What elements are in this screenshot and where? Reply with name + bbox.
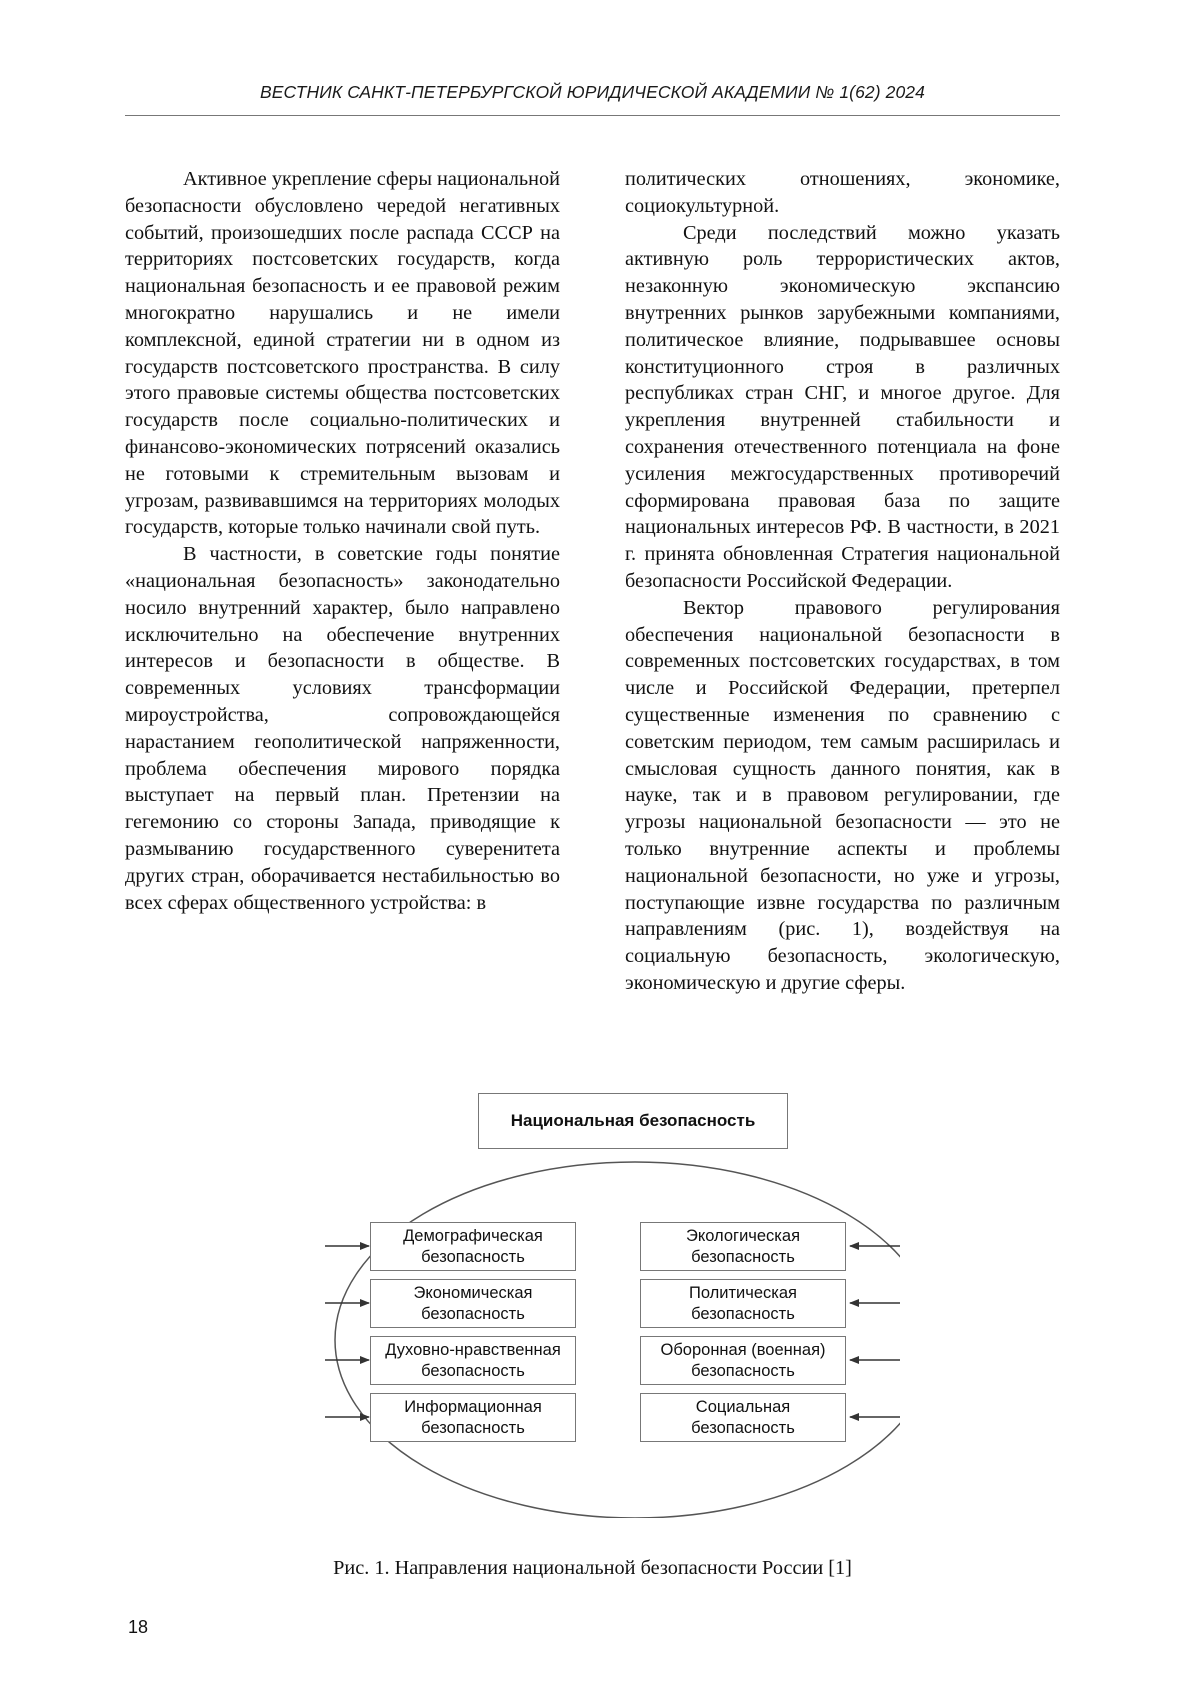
security-diagram [300,1092,900,1518]
left-paragraph-2: В частности, в советские годы понятие «национальная безопасность» законодательно носило внутренний характер, было направлено исключительно на обеспечение внутренних интересов и безопасности в обществе. В современных условиях трансформации мироустройства, сопровождающейся нарастанием геополитической напряженности, проблема обеспечения мирового порядка выступает на первый план. Претензии на гегемонию со стороны Запада, приводящие к размыванию государственного суверенитета других стран, оборачивается нестабильностью во всех сферах общественного устройства: в [125,543,560,914]
left-paragraph-1: Активное укрепление сферы национальной безопасности обусловлено чередой негативных событий, произошедших после распада СССР на территориях постсоветских государств, когда национальная безопасность и ее правовой режим многократно нарушались и не имели комплексной, единой стратегии ни в одном из государств постсоветского пространства. В силу этого правовые системы общества постсоветских государств после социально-политических и финансово-экономических потрясений оказались не готовыми к стремительным вызовам и угрозам, развивавшимся на территориях молодых государств, которые только начинали свой путь. [125,168,560,539]
left-item-box: Духовно-нравственная безопасность [370,1336,576,1385]
right-paragraph-3: Вектор правового регулирования обеспечения национальной безопасности в современных постсоветских государствах, в том числе и Российской Федерации, претерпел существенные изменения по сравнению с советским периодом, тем самым расширилась и смысловая сущность данного понятия, как в науке, так и в правовом регулировании, где угрозы национальной безопасности — это не только внутренние аспекты и проблемы национальной безопасности, но уже и угрозы, поступающие извне государства по различным направлениям (рис. 1), воздействуя на социальную безопасность, экологическую, экономическую и другие сферы. [625,596,1060,994]
left-column [125,166,560,916]
right-item-box: Экологическая безопасность [640,1222,846,1271]
right-item-box: Социальная безопасность [640,1393,846,1442]
diagram-title-box: Национальная безопасность [478,1093,788,1149]
left-item-box: Демографическая безопасность [370,1222,576,1271]
right-column [625,166,1060,997]
header-rule [125,115,1060,116]
left-item-box: Информационная безопасность [370,1393,576,1442]
right-paragraph-1-continued: политических отношениях, экономике, социокультурной. [625,168,1060,217]
right-paragraph-2: Среди последствий можно указать активную роль террористических актов, незаконную экономическую экспансию внутренних рынков зарубежными компаниями, политическое влияние, подрывавшее основы конституционного строя в различных республиках стран СНГ, и многое другое. Для укрепления внутренней стабильности и сохранения отечественного потенциала на фоне усиления межгосударственных противоречий сформирована правовая база по защите национальных интересов РФ. В частности, в 2021 г. принята обновленная Стратегия национальной безопасности Российской Федерации. [625,221,1060,592]
left-item-box: Экономическая безопасность [370,1279,576,1328]
right-item-box: Политическая безопасность [640,1279,846,1328]
page-number: 18 [128,1617,149,1637]
running-title: ВЕСТНИК САНКТ-ПЕТЕРБУРГСКОЙ ЮРИДИЧЕСКОЙ АКАДЕМИИ № 1(62) 2024 [260,82,925,102]
figure-caption: Рис. 1. Направления национальной безопасности России [1] [333,1557,852,1579]
right-item-box: Оборонная (военная) безопасность [640,1336,846,1385]
